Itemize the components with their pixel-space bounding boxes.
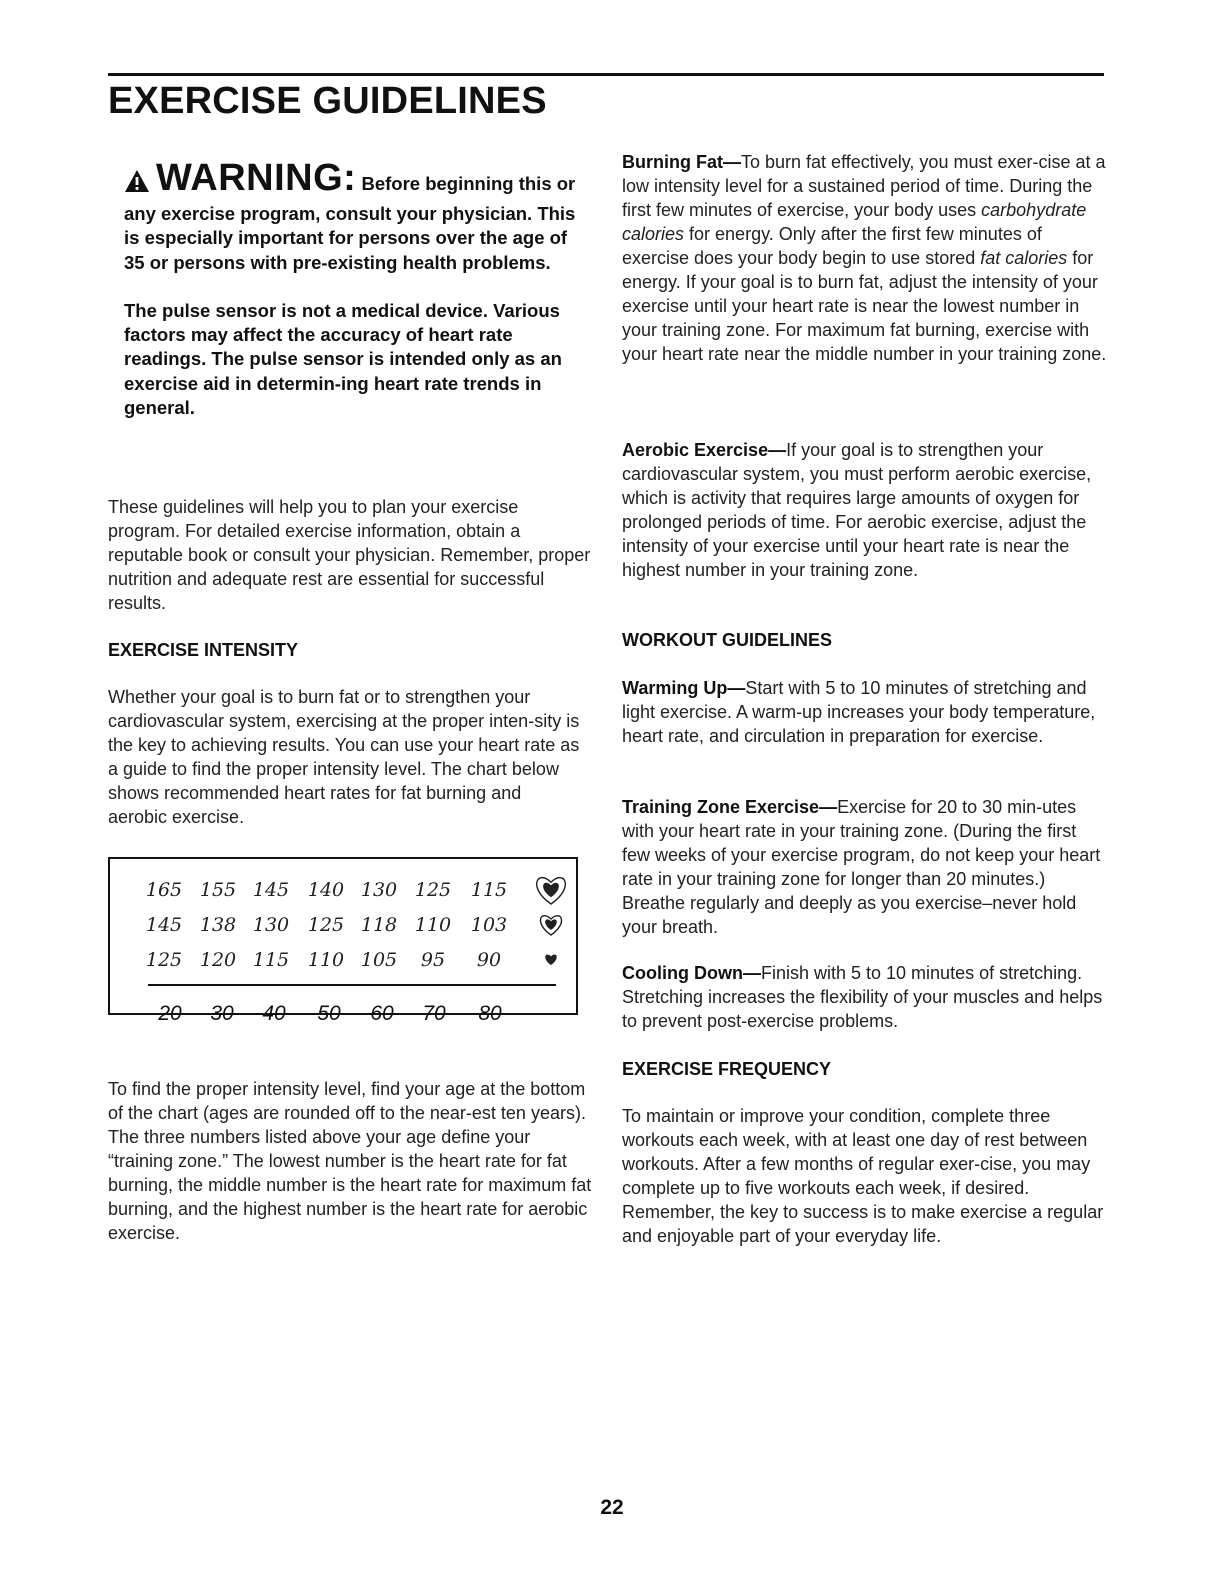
heart-rate-chart-svg — [110, 859, 576, 1025]
aerobic-exercise-text: If your goal is to strengthen your cardiovascular system, you must perform aerobic exercise, which is activity that requires large amounts of oxygen for prolonged periods of time. For aerobic exercise, adjust the intensity of your exercise until your heart rate is near the highest number in your training zone. — [622, 440, 1092, 580]
chart-value-fat-burning-age-70: 95 — [420, 949, 446, 971]
warning-lead: Before beginning — [361, 173, 514, 194]
chart-value-fat-burning-age-60: 105 — [360, 949, 398, 971]
training-zone-text: Exercise for 20 to 30 min-utes with your heart rate in your training zone. (During the first few weeks of your exercise program, do not keep your heart rate in your training zone for longer than 20 minutes.) Breathe regularly and deeply as you exercise–never hold your breath. — [622, 797, 1101, 937]
chart-value-aerobic-age-20: 165 — [145, 879, 183, 901]
chart-age-label-70: 70 — [422, 1002, 446, 1025]
workout-guidelines-heading: WORKOUT GUIDELINES — [622, 630, 832, 650]
chart-value-maximum-fat-burning-age-50: 125 — [307, 914, 345, 936]
intro-paragraph: These guidelines will help you to plan your exercise program. For detailed exercise information, obtain a reputable book or consult your physician. Remember, proper nutrition and adequate rest are essential for successful results. — [108, 497, 591, 613]
chart-value-fat-burning-age-50: 110 — [307, 949, 345, 971]
frequency-paragraph: To maintain or improve your condition, complete three workouts each week, with at least one day of rest between workouts. After a few months of regular exer-cise, you may complete up to five workouts each week, if desired. Remember, the key to success is to make exercise a regular and enjoyable part of your everyday life. — [622, 1106, 1104, 1246]
heart-rate-chart — [108, 857, 578, 1025]
exercise-frequency-heading: EXERCISE FREQUENCY — [622, 1059, 832, 1079]
chart-value-fat-burning-age-30: 120 — [199, 949, 237, 971]
chart-age-label-80: 80 — [478, 1002, 502, 1025]
chart-value-aerobic-age-70: 125 — [414, 879, 452, 901]
aerobic-exercise-paragraph — [622, 438, 1108, 582]
fat-calories-emphasis: fat calories — [980, 248, 1068, 268]
burning-fat-text-3: for energy. If your goal is to burn fat, adjust the intensity of your exercise until your heart rate is near the lowest number in your training zone. For maximum fat burning, exercise with your heart rate near the middle number in your training zone. — [622, 248, 1107, 364]
chart-value-aerobic-age-50: 140 — [307, 879, 345, 901]
training-zone-lead: Training Zone Exercise— — [622, 797, 838, 817]
top-rule — [108, 73, 1104, 76]
warning-word: WARNING: — [156, 157, 357, 199]
chart-age-label-60: 60 — [370, 1002, 394, 1025]
large-heart-icon — [537, 878, 566, 904]
burning-fat-lead: Burning Fat— — [622, 152, 741, 172]
page-number: 22 — [600, 1496, 624, 1519]
training-zone-paragraph — [622, 795, 1108, 939]
intensity-paragraph: Whether your goal is to burn fat or to strengthen your cardiovascular system, exercising at the proper inten-sity is the key to achieving results. You can use your heart rate as a guide to find the proper intensity level. The chart below shows recommended heart rates for fat burning and aerobic exercise. — [108, 687, 580, 827]
left-column — [108, 157, 592, 1243]
chart-value-fat-burning-age-80: 90 — [476, 949, 502, 971]
chart-value-aerobic-age-80: 115 — [470, 879, 508, 901]
cooling-down-text: Finish with 5 to 10 minutes of stretching. Stretching increases the flexibility of your muscles and helps to prevent post-exercise problems. — [622, 963, 1103, 1031]
chart-age-label-30: 30 — [210, 1002, 234, 1025]
chart-value-aerobic-age-60: 130 — [360, 879, 398, 901]
chart-value-fat-burning-age-20: 125 — [145, 949, 183, 971]
chart-value-aerobic-age-40: 145 — [252, 879, 290, 901]
cooling-down-paragraph — [622, 961, 1108, 1033]
chart-age-label-50: 50 — [317, 1002, 341, 1025]
chart-value-maximum-fat-burning-age-40: 130 — [252, 914, 290, 936]
warming-up-text: Start with 5 to 10 minutes of stretching and light exercise. A warm-up increases your body temperature, heart rate, and circulation in preparation for exercise. — [622, 678, 1096, 746]
intensity-explanation: To find the proper intensity level, find your age at the bottom of the chart (ages are rounded off to the near-est ten years). The three numbers listed above your age define your “training zone.” The lowest number is the heart rate for fat burning, the middle number is the heart rate for maximum fat burning, and the highest number is the heart rate for aerobic exercise. — [108, 1079, 592, 1243]
small-heart-icon — [545, 954, 556, 965]
chart-value-maximum-fat-burning-age-70: 110 — [414, 914, 452, 936]
chart-age-label-40: 40 — [262, 1002, 286, 1025]
chart-value-aerobic-age-30: 155 — [199, 879, 237, 901]
burning-fat-paragraph — [622, 150, 1108, 366]
warning-triangle-icon — [124, 169, 150, 193]
warning-text: this or any exercise program, consult your physician. This is especially important for persons over the age of 35 or persons with pre-existing health problems. — [124, 173, 576, 273]
cooling-down-lead: Cooling Down— — [622, 963, 761, 983]
chart-age-label-20: 20 — [158, 1002, 182, 1025]
exercise-intensity-heading: EXERCISE INTENSITY — [108, 640, 299, 660]
chart-value-maximum-fat-burning-age-80: 103 — [470, 914, 508, 936]
medium-heart-icon — [540, 916, 561, 935]
chart-value-maximum-fat-burning-age-20: 145 — [145, 914, 183, 936]
warming-up-lead: Warming Up— — [622, 678, 746, 698]
pulse-sensor-note: The pulse sensor is not a medical device. Various factors may affect the accuracy of heart rate readings. The pulse sensor is intended only as an exercise aid in determin-ing heart rate trends in general. — [124, 299, 562, 419]
burning-fat-text-1: To burn fat effectively, you must exer-cise at a low intensity level for a sustained period of time. During the first few minutes of exercise, your body uses — [622, 152, 1106, 220]
burning-fat-text-2: for energy. Only after the first few minutes of exercise does your body begin to use stored — [622, 224, 1042, 268]
carbohydrate-calories-emphasis: carbohydrate calories — [622, 200, 1087, 244]
chart-value-fat-burning-age-40: 115 — [252, 949, 290, 971]
aerobic-exercise-lead: Aerobic Exercise— — [622, 440, 787, 460]
page-title: EXERCISE GUIDELINES — [108, 80, 547, 122]
warming-up-paragraph — [622, 676, 1108, 748]
chart-value-maximum-fat-burning-age-30: 138 — [199, 914, 237, 936]
warning-block — [124, 157, 576, 420]
chart-value-maximum-fat-burning-age-60: 118 — [360, 914, 398, 936]
